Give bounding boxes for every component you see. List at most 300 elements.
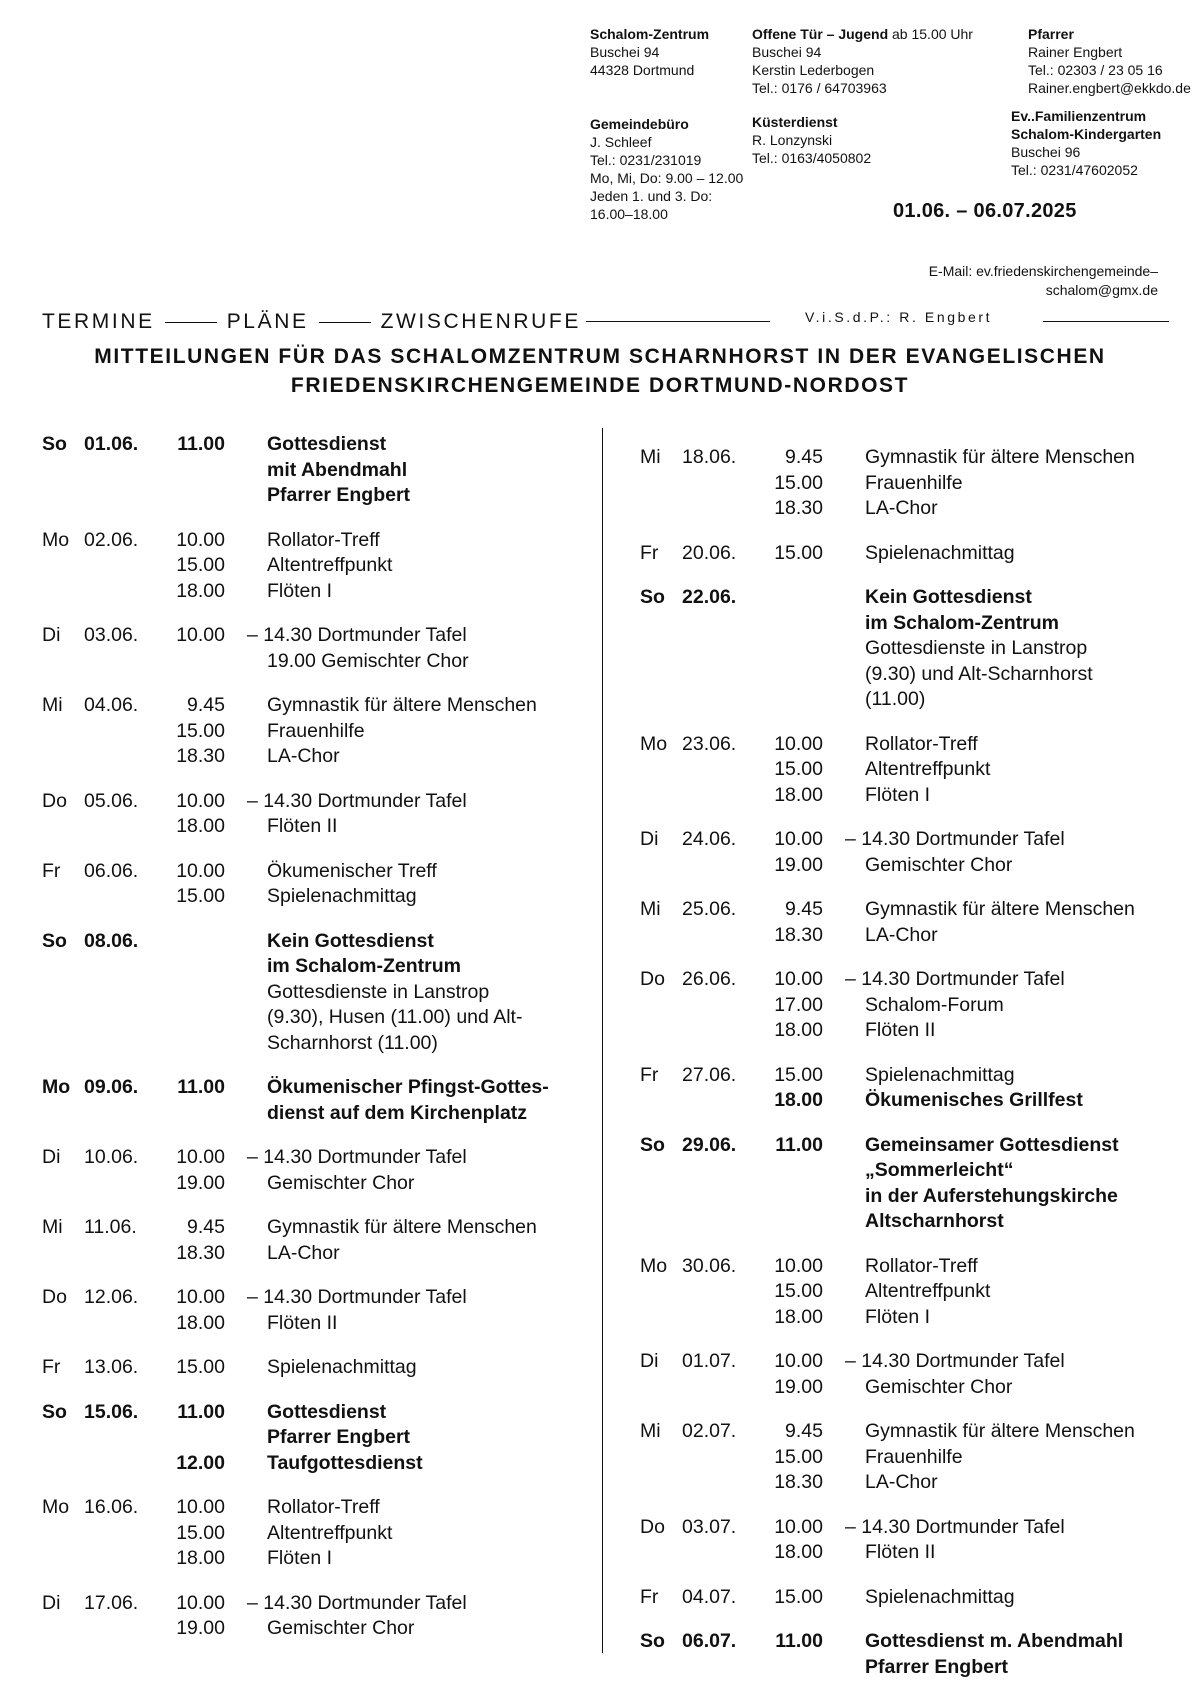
schedule-time: 18.00 xyxy=(176,815,225,837)
schedule-day: Di xyxy=(640,1350,659,1372)
schedule-text: Rollator-Treff xyxy=(865,1254,978,1277)
schedule-text: Gymnastik für ältere Menschen xyxy=(267,694,537,716)
schedule-text: Flöten I xyxy=(865,783,931,806)
schedule-time: 18.30 xyxy=(176,745,225,767)
schedule-date: 03.07. xyxy=(682,1515,737,1538)
schedule-entry xyxy=(42,1285,582,1336)
email-line[interactable]: E-Mail: ev.friedenskirchengemeinde– xyxy=(928,263,1158,279)
schedule-text: Gemischter Chor xyxy=(865,853,1013,876)
schedule-line xyxy=(640,1419,1180,1445)
schedule-line xyxy=(42,1451,582,1477)
schedule-line xyxy=(640,1018,1180,1044)
schedule-line xyxy=(640,1133,1180,1159)
schedule-line xyxy=(42,1285,582,1311)
visdp: V.i.S.d.P.: R. Engbert xyxy=(805,309,993,325)
schedule-line xyxy=(42,1495,582,1521)
schedule-text: LA-Chor xyxy=(865,1471,938,1493)
schedule-text: Flöten II xyxy=(865,1019,936,1041)
schedule-text: – 14.30 Dortmunder Tafel xyxy=(845,1350,1065,1372)
schedule-time: 18.30 xyxy=(774,923,823,946)
schedule-time: 18.00 xyxy=(176,1311,225,1334)
tagline-dash xyxy=(319,322,371,323)
schedule-entry xyxy=(42,1591,582,1642)
schedule-day: Fr xyxy=(42,859,61,882)
schedule-line xyxy=(42,1546,582,1572)
schedule-left-column xyxy=(42,432,582,1661)
schedule-entry xyxy=(640,1419,1180,1496)
schedule-date: 20.06. xyxy=(682,541,737,564)
schedule-time: 15.00 xyxy=(176,1356,225,1378)
schedule-entry xyxy=(640,1515,1180,1566)
schedule-text: – 14.30 Dortmunder Tafel xyxy=(247,1286,467,1308)
schedule-text: – 14.30 Dortmunder Tafel xyxy=(247,624,467,646)
schedule-date: 02.06. xyxy=(84,528,139,551)
contact-title: Gemeindebüro xyxy=(590,116,689,132)
schedule-text: Spielenachmittag xyxy=(865,1063,1015,1086)
schedule-line xyxy=(42,432,582,458)
schedule-text: Gymnastik für ältere Menschen xyxy=(267,1216,537,1238)
schedule-time: 10.00 xyxy=(176,1286,225,1308)
schedule-day: Mi xyxy=(42,694,63,716)
schedule-date: 30.06. xyxy=(682,1254,737,1277)
schedule-day: Mo xyxy=(42,1076,71,1098)
schedule-date: 04.06. xyxy=(84,694,139,716)
schedule-text: Rollator-Treff xyxy=(267,528,380,551)
schedule-line xyxy=(42,483,582,509)
contact-line: Rainer Engbert xyxy=(1028,44,1123,60)
schedule-day: So xyxy=(640,1630,665,1652)
contact-line: Tel.: 0231/47602052 xyxy=(1011,162,1138,178)
schedule-text: Flöten I xyxy=(865,1305,931,1328)
schedule-line xyxy=(640,1184,1180,1210)
schedule-entry xyxy=(42,929,582,1057)
schedule-text: Flöten I xyxy=(267,1547,333,1569)
schedule-time: 19.00 xyxy=(774,1375,823,1398)
schedule-time: 15.00 xyxy=(176,885,225,907)
schedule-text: Gottesdienst xyxy=(267,433,387,455)
schedule-time: 11.00 xyxy=(177,1400,225,1423)
schedule-text: Ökumenischer Pfingst-Gottes- xyxy=(267,1076,549,1098)
schedule-day: So xyxy=(640,1133,665,1156)
schedule-date: 02.07. xyxy=(682,1420,737,1442)
schedule-line xyxy=(640,611,1180,637)
schedule-date: 10.06. xyxy=(84,1146,139,1168)
schedule-text: Altscharnhorst xyxy=(865,1210,1004,1232)
schedule-line xyxy=(42,859,582,885)
schedule-time: 11.00 xyxy=(775,1630,823,1652)
schedule-text: Spielenachmittag xyxy=(267,885,417,907)
schedule-date: 27.06. xyxy=(682,1063,737,1086)
schedule-line xyxy=(42,1215,582,1241)
tagline-dash xyxy=(165,322,217,323)
schedule-entry xyxy=(640,1063,1180,1114)
schedule-line xyxy=(640,471,1180,497)
schedule-line xyxy=(640,1349,1180,1375)
schedule-text: LA-Chor xyxy=(865,923,938,946)
schedule-line xyxy=(640,636,1180,662)
schedule-time: 10.00 xyxy=(774,1350,823,1372)
schedule-entry xyxy=(640,1629,1180,1680)
schedule-text: Frauenhilfe xyxy=(865,471,963,494)
schedule-date: 24.06. xyxy=(682,828,737,850)
schedule-time: 10.00 xyxy=(176,859,225,882)
schedule-right-column xyxy=(640,445,1180,1699)
schedule-line xyxy=(42,458,582,484)
schedule-time: 12.00 xyxy=(176,1451,225,1474)
schedule-time: 18.00 xyxy=(774,783,823,806)
schedule-text: LA-Chor xyxy=(865,497,938,519)
schedule-line xyxy=(640,1540,1180,1566)
contact-line: J. Schleef xyxy=(590,134,652,150)
schedule-line xyxy=(42,1101,582,1127)
schedule-date: 08.06. xyxy=(84,929,139,952)
schedule-text: Gottesdienste in Lanstrop xyxy=(865,637,1088,659)
schedule-text: Rollator-Treff xyxy=(865,732,978,755)
schedule-text: Spielenachmittag xyxy=(865,1585,1015,1608)
tagline-word: TERMINE xyxy=(42,310,155,334)
contact-line: Buschei 94 xyxy=(590,44,660,60)
contact-line: Mo, Mi, Do: 9.00 – 12.00 xyxy=(590,170,744,186)
schedule-entry xyxy=(640,897,1180,948)
schedule-time: 15.00 xyxy=(774,758,823,780)
schedule-text: Pfarrer Engbert xyxy=(267,1426,411,1448)
schedule-line xyxy=(42,649,582,675)
schedule-text: Schalom-Forum xyxy=(865,993,1004,1016)
schedule-date: 15.06. xyxy=(84,1400,139,1423)
schedule-day: Mi xyxy=(640,898,661,920)
schedule-text: Pfarrer Engbert xyxy=(267,484,411,506)
contact-schalom-zentrum xyxy=(590,25,709,79)
schedule-time: 18.00 xyxy=(774,1089,823,1111)
contact-title: Schalom-Zentrum xyxy=(590,26,710,42)
schedule-entry xyxy=(42,1495,582,1572)
schedule-line xyxy=(640,1305,1180,1331)
schedule-time: 19.00 xyxy=(176,1171,225,1194)
schedule-line xyxy=(42,1616,582,1642)
schedule-text: Flöten I xyxy=(267,579,333,602)
schedule-text: Flöten II xyxy=(865,1541,936,1563)
contact-pfarrer xyxy=(1028,25,1191,97)
schedule-text: Scharnhorst (11.00) xyxy=(267,1031,438,1054)
schedule-day: So xyxy=(42,433,67,455)
schedule-line xyxy=(640,541,1180,567)
email-block xyxy=(929,262,1158,300)
schedule-line xyxy=(42,1355,582,1381)
schedule-text: Taufgottesdienst xyxy=(267,1451,423,1474)
schedule-day: Fr xyxy=(42,1356,61,1378)
schedule-entry xyxy=(640,732,1180,809)
schedule-line xyxy=(42,1171,582,1197)
contact-title: Pfarrer xyxy=(1028,26,1074,42)
schedule-date: 13.06. xyxy=(84,1356,139,1378)
schedule-time: 15.00 xyxy=(774,1063,823,1086)
schedule-line xyxy=(640,496,1180,522)
schedule-time: 9.45 xyxy=(187,694,225,716)
schedule-line xyxy=(640,732,1180,758)
schedule-time: 10.00 xyxy=(774,828,823,850)
schedule-text: Frauenhilfe xyxy=(865,1445,963,1468)
schedule-time: 11.00 xyxy=(177,433,225,455)
schedule-date: 17.06. xyxy=(84,1591,139,1614)
subtitle-line: MITTEILUNGEN FÜR DAS SCHALOMZENTRUM SCHARNHORST IN DER EVANGELISCHEN xyxy=(94,345,1106,368)
schedule-line xyxy=(42,553,582,579)
schedule-time: 10.00 xyxy=(774,968,823,990)
schedule-day: Mo xyxy=(640,1254,668,1277)
schedule-line xyxy=(640,1209,1180,1235)
schedule-entry xyxy=(640,827,1180,878)
schedule-day: Fr xyxy=(640,1585,659,1608)
schedule-line xyxy=(42,1311,582,1337)
schedule-day: So xyxy=(640,586,665,608)
column-divider xyxy=(602,428,603,1653)
contact-line: 44328 Dortmund xyxy=(590,62,695,78)
contact-email-link[interactable]: Rainer.engbert@ekkdo.de xyxy=(1028,80,1191,96)
schedule-entry xyxy=(640,1254,1180,1331)
schedule-time: 10.00 xyxy=(774,1515,823,1538)
schedule-line xyxy=(42,693,582,719)
schedule-date: 22.06. xyxy=(682,586,737,608)
schedule-entry xyxy=(640,1349,1180,1400)
schedule-time: 18.00 xyxy=(176,579,225,602)
schedule-day: So xyxy=(42,929,67,952)
schedule-entry xyxy=(42,1215,582,1266)
schedule-line xyxy=(42,980,582,1006)
schedule-time: 10.00 xyxy=(176,1146,225,1168)
schedule-text: Frauenhilfe xyxy=(267,719,365,742)
contact-line: Buschei 96 xyxy=(1011,144,1081,160)
contact-line: R. Lonzynski xyxy=(752,132,833,148)
schedule-line xyxy=(42,1241,582,1267)
schedule-line xyxy=(640,1629,1180,1655)
schedule-entry xyxy=(42,1355,582,1381)
schedule-text: – 14.30 Dortmunder Tafel xyxy=(247,1591,467,1614)
schedule-text: mit Abendmahl xyxy=(267,458,408,481)
schedule-entry xyxy=(42,1145,582,1196)
email-line[interactable]: schalom@gmx.de xyxy=(1045,282,1158,298)
schedule-line xyxy=(640,1254,1180,1280)
page-subtitle xyxy=(30,342,1170,400)
schedule-text: Gemischter Chor xyxy=(267,1171,415,1194)
schedule-time: 15.00 xyxy=(774,471,823,494)
schedule-line xyxy=(640,445,1180,471)
schedule-text: – 14.30 Dortmunder Tafel xyxy=(845,968,1065,990)
schedule-line xyxy=(640,827,1180,853)
schedule-text: Altentreffpunkt xyxy=(267,1521,393,1544)
schedule-text: Gottesdienste in Lanstrop xyxy=(267,980,490,1003)
schedule-text: Spielenachmittag xyxy=(865,541,1015,564)
schedule-day: Mi xyxy=(42,1216,63,1238)
schedule-time: 10.00 xyxy=(176,789,225,812)
contact-gemeindebuero xyxy=(590,115,743,223)
schedule-day: Fr xyxy=(640,541,659,564)
schedule-day: Di xyxy=(640,828,659,850)
schedule-line xyxy=(42,579,582,605)
schedule-line xyxy=(640,1585,1180,1611)
schedule-date: 16.06. xyxy=(84,1496,139,1518)
schedule-line xyxy=(640,757,1180,783)
schedule-entry xyxy=(42,693,582,770)
schedule-text: Spielenachmittag xyxy=(267,1356,417,1378)
schedule-line xyxy=(42,623,582,649)
schedule-line xyxy=(640,1063,1180,1089)
schedule-text: Ökumenisches Grillfest xyxy=(865,1089,1083,1111)
schedule-line xyxy=(42,1005,582,1031)
schedule-time: 15.00 xyxy=(176,719,225,742)
schedule-day: Mo xyxy=(42,1496,70,1518)
schedule-day: Do xyxy=(42,789,67,812)
schedule-date: 29.06. xyxy=(682,1133,737,1156)
schedule-text: Rollator-Treff xyxy=(267,1496,380,1518)
schedule-time: 18.00 xyxy=(176,1547,225,1569)
schedule-entry xyxy=(42,789,582,840)
schedule-time: 18.30 xyxy=(176,1241,225,1264)
schedule-line xyxy=(42,814,582,840)
subtitle-line: FRIEDENSKIRCHENGEMEINDE DORTMUND-NORDOST xyxy=(290,374,910,397)
schedule-time: 15.00 xyxy=(176,1521,225,1544)
schedule-day: So xyxy=(42,1400,67,1423)
schedule-time: 18.30 xyxy=(774,497,823,519)
contact-line: Tel.: 0176 / 64703963 xyxy=(752,80,887,96)
schedule-line xyxy=(640,687,1180,713)
schedule-line xyxy=(640,1158,1180,1184)
contact-line: Tel.: 0163/4050802 xyxy=(752,150,872,166)
schedule-date: 26.06. xyxy=(682,968,737,990)
schedule-text: 19.00 Gemischter Chor xyxy=(267,649,469,672)
schedule-text: Gemeinsamer Gottesdienst xyxy=(865,1133,1119,1156)
schedule-line xyxy=(640,853,1180,879)
schedule-time: 18.00 xyxy=(774,1541,823,1563)
schedule-text: Altentreffpunkt xyxy=(267,554,393,576)
schedule-line xyxy=(42,528,582,554)
contact-line: Tel.: 0231/231019 xyxy=(590,152,702,168)
schedule-time: 15.00 xyxy=(774,1445,823,1468)
schedule-time: 10.00 xyxy=(176,624,225,646)
contact-title: Offene Tür – Jugend xyxy=(752,26,889,42)
schedule-text: Flöten II xyxy=(267,1311,338,1334)
schedule-line xyxy=(42,1425,582,1451)
schedule-text: (9.30) und Alt-Scharnhorst xyxy=(865,662,1093,685)
schedule-date: 06.06. xyxy=(84,859,139,882)
schedule-line xyxy=(42,1075,582,1101)
contact-title: Schalom-Kindergarten xyxy=(1011,126,1162,142)
schedule-line xyxy=(640,585,1180,611)
schedule-entry xyxy=(640,967,1180,1044)
schedule-time: 18.30 xyxy=(774,1471,823,1493)
schedule-text: Flöten II xyxy=(267,815,338,837)
schedule-day: Mi xyxy=(640,446,661,468)
schedule-line xyxy=(640,1375,1180,1401)
schedule-line xyxy=(640,1515,1180,1541)
contact-kuesterdienst xyxy=(752,113,871,167)
schedule-line xyxy=(42,1521,582,1547)
schedule-line xyxy=(640,1445,1180,1471)
schedule-text: Gymnastik für ältere Menschen xyxy=(865,446,1135,468)
schedule-day: Di xyxy=(42,1146,61,1168)
tagline xyxy=(42,310,581,334)
schedule-text: Kein Gottesdienst xyxy=(267,929,434,952)
schedule-time: 9.45 xyxy=(785,446,823,468)
schedule-date: 01.07. xyxy=(682,1350,737,1372)
schedule-date: 04.07. xyxy=(682,1585,737,1608)
schedule-line xyxy=(640,1088,1180,1114)
schedule-text: – 14.30 Dortmunder Tafel xyxy=(845,1515,1065,1538)
schedule-time: 9.45 xyxy=(785,1420,823,1442)
schedule-day: Fr xyxy=(640,1063,659,1086)
schedule-line xyxy=(640,662,1180,688)
schedule-day: Di xyxy=(42,624,61,646)
schedule-line xyxy=(640,897,1180,923)
schedule-time: 10.00 xyxy=(774,1254,823,1277)
schedule-entry xyxy=(640,1133,1180,1235)
schedule-date: 23.06. xyxy=(682,732,737,755)
schedule-text: Altentreffpunkt xyxy=(865,758,991,780)
schedule-line xyxy=(640,967,1180,993)
schedule-text: Gemischter Chor xyxy=(267,1617,415,1639)
schedule-date: 06.07. xyxy=(682,1630,737,1652)
schedule-text: Altentreffpunkt xyxy=(865,1280,991,1302)
schedule-line xyxy=(42,954,582,980)
schedule-text: in der Auferstehungskirche xyxy=(865,1184,1118,1207)
schedule-time: 10.00 xyxy=(774,732,823,755)
header-rule xyxy=(1043,321,1169,322)
schedule-time: 9.45 xyxy=(785,898,823,920)
schedule-time: 11.00 xyxy=(177,1076,225,1098)
schedule-text: – 14.30 Dortmunder Tafel xyxy=(845,828,1065,850)
schedule-line xyxy=(42,1145,582,1171)
schedule-time: 10.00 xyxy=(176,1591,225,1614)
schedule-time: 17.00 xyxy=(774,993,823,1016)
schedule-line xyxy=(42,789,582,815)
schedule-line xyxy=(42,1591,582,1617)
schedule-text: Ökumenischer Treff xyxy=(267,859,437,882)
schedule-date: 03.06. xyxy=(84,624,139,646)
schedule-date: 18.06. xyxy=(682,446,737,468)
schedule-text: Gottesdienst xyxy=(267,1400,387,1423)
contact-line: Tel.: 02303 / 23 05 16 xyxy=(1028,62,1163,78)
schedule-time: 15.00 xyxy=(774,1280,823,1302)
schedule-day: Do xyxy=(640,968,665,990)
schedule-text: LA-Chor xyxy=(267,745,340,767)
schedule-time: 18.00 xyxy=(774,1305,823,1328)
schedule-line xyxy=(640,783,1180,809)
schedule-text: im Schalom-Zentrum xyxy=(267,955,461,977)
schedule-entry xyxy=(42,623,582,674)
schedule-line xyxy=(640,1655,1180,1681)
schedule-date: 11.06. xyxy=(84,1216,137,1238)
schedule-line xyxy=(42,719,582,745)
schedule-time: 10.00 xyxy=(176,1496,225,1518)
schedule-time: 9.45 xyxy=(187,1216,225,1238)
schedule-entry xyxy=(640,445,1180,522)
schedule-text: LA-Chor xyxy=(267,1241,340,1264)
schedule-day: Do xyxy=(42,1286,67,1308)
schedule-entry xyxy=(42,1075,582,1126)
schedule-text: im Schalom-Zentrum xyxy=(865,611,1059,634)
schedule-line xyxy=(640,993,1180,1019)
schedule-line xyxy=(42,1031,582,1057)
schedule-time: 19.00 xyxy=(176,1617,225,1639)
schedule-day: Mi xyxy=(640,1420,661,1442)
schedule-text: (9.30), Husen (11.00) und Alt- xyxy=(267,1006,523,1028)
schedule-entry xyxy=(640,585,1180,713)
schedule-text: Gymnastik für ältere Menschen xyxy=(865,1420,1135,1442)
schedule-line xyxy=(42,744,582,770)
schedule-line xyxy=(640,923,1180,949)
schedule-text: Gemischter Chor xyxy=(865,1375,1013,1398)
schedule-line xyxy=(42,884,582,910)
schedule-entry xyxy=(42,1400,582,1477)
schedule-entry xyxy=(42,528,582,605)
